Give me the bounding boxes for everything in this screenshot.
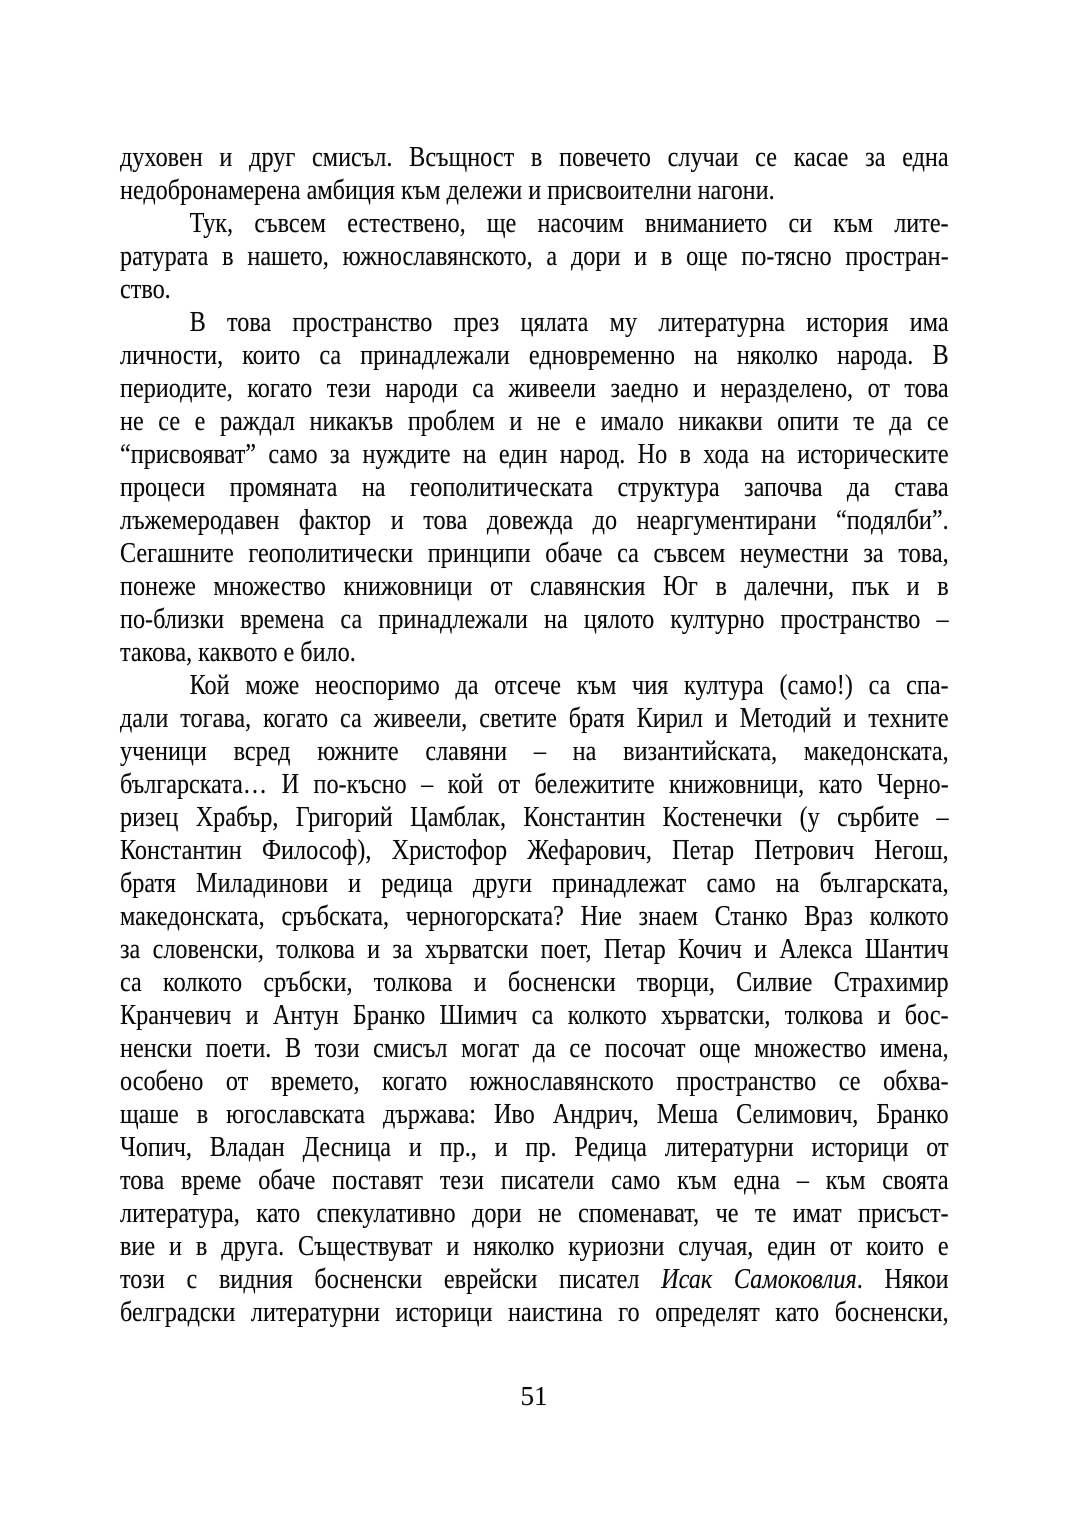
text-line: литература, като спекулативно дори не споменават, че те имат присъст- [120,1198,949,1229]
text-line: ризец Храбър, Григорий Цамблак, Константин Костенечки (у сърбите – [120,802,949,833]
text-line: Константин Философ), Христофор Жефарович, Петар Петрович Негош, [120,835,949,866]
text-line: “присвояват” само за нуждите на един народ. Но в хода на историческите [120,439,949,470]
text-line: периодите, когато тези народи са живеели заедно и неразделено, от това [120,373,949,404]
text-line: особено от времето, когато южнославянското пространство се обхва- [120,1066,949,1097]
text-line: това време обаче поставят тези писатели само към една – към своята [120,1165,949,1196]
text-line: ученици всред южните славяни – на византийската, македонската, [120,736,949,767]
text-line: българската… И по-късно – кой от бележитите книжовници, като Черно- [120,769,949,800]
text-line-with-italic-name [120,1263,949,1296]
text-line: вие и в друга. Съществуват и няколко куриозни случая, един от които е [120,1231,949,1262]
text-line: такова, каквото е било. [120,637,356,668]
text-line: македонската, сръбската, черногорската? Ние знаем Станко Враз колкото [120,901,949,932]
text-line: белградски литературни историци наистина го определят като босненски, [120,1297,949,1328]
text-line: Чопич, Владан Десница и пр., и пр. Редица литературни историци от [120,1132,949,1163]
text-line: недобронамерена амбиция към дележи и присвоителни нагони. [120,175,775,206]
text-line: са колкото сръбски, толкова и босненски творци, Силвие Страхимир [120,967,949,998]
text-line: Кой може неоспоримо да отсече към чия култура (само!) са спа- [189,670,949,701]
text-line: духовен и друг смисъл. Всъщност в повечето случаи се касае за една [120,142,949,173]
text-line: ненски поети. В този смисъл могат да се посочат още множество имена, [120,1033,949,1064]
text-line: личности, които са принадлежали едновременно на няколко народа. В [120,340,949,371]
text-line: Сегашните геополитически принципи обаче са съвсем неуместни за това, [120,538,949,569]
text-line: не се е раждал никакъв проблем и не е имало никакви опити те да се [120,406,949,437]
text-line: понеже множество книжовници от славянския Юг в далечни, пък и в [120,571,949,602]
text-line: процеси промяната на геополитическата структура започва да става [120,472,949,503]
text-line: щаше в югославската държава: Иво Андрич, Меша Селимович, Бранко [120,1099,949,1130]
page-number: 51 [520,1381,548,1411]
text-line: В това пространство през цялата му литературна история има [189,307,949,338]
text-line: за словенски, толкова и за хърватски поет, Петар Кочич и Алекса Шантич [120,934,949,965]
text-line: Кранчевич и Антун Бранко Шимич са колкото хърватски, толкова и бос- [120,1000,949,1031]
text-line: Тук, съвсем естествено, ще насочим вниманието си към лите- [189,208,949,239]
text-line: по-близки времена са принадлежали на цялото културно пространство – [120,604,949,635]
italic-author-name: Исак Самоковлия [661,1264,857,1295]
text-line: лъжемеродавен фактор и това довежда до неаргументирани “подялби”. [120,505,949,536]
text-segment: . Някои [856,1264,949,1295]
text-line: ратурата в нашето, южнославянското, а дори и в още по-тясно простран- [120,241,949,272]
text-segment: този с видния босненски еврейски писател [120,1264,662,1295]
body-text [120,141,949,1329]
text-line: братя Миладинови и редица други принадлежат само на българската, [120,868,949,899]
text-line: дали тогава, когато са живеели, светите братя Кирил и Методий и техните [120,703,949,734]
text-line: ство. [120,274,171,305]
